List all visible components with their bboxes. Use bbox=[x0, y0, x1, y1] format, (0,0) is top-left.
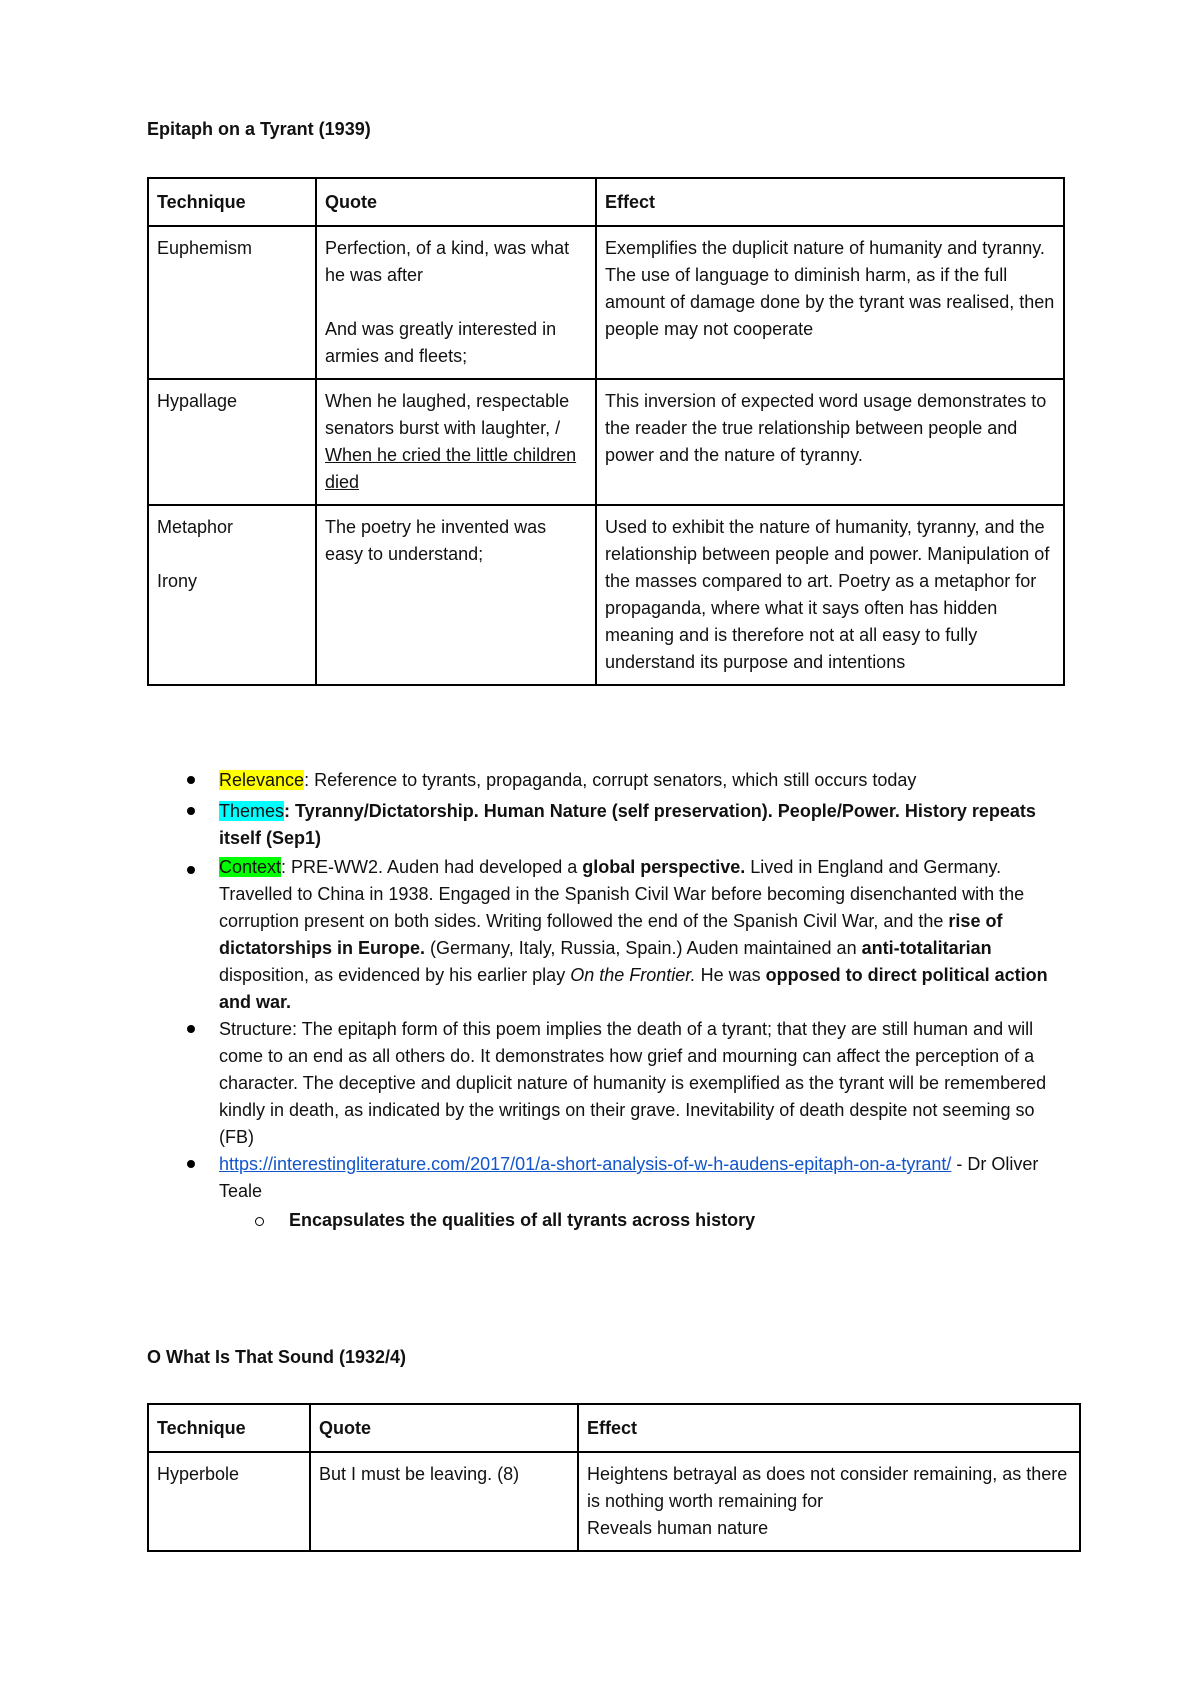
list-item bbox=[219, 854, 1069, 1016]
technique-line: Metaphor bbox=[157, 517, 234, 537]
list-item bbox=[219, 798, 1069, 852]
technique-cell: Euphemism bbox=[148, 226, 316, 379]
effect-cell: Used to exhibit the nature of humanity, tyranny, and the relationship between people and power. Manipulation of the masses compared to art. Poetry as a metaphor for propaganda, where what it says often has hidden meaning and is therefore not at all easy to fully understand its purpose and intentions bbox=[596, 505, 1064, 685]
bullet-icon bbox=[187, 866, 195, 874]
effect-line: Heightens betrayal as does not consider remaining, as there is nothing worth remaining for bbox=[587, 1464, 1068, 1511]
link-author: - Dr Oliver Teale bbox=[219, 1154, 1039, 1201]
table-header-row bbox=[148, 178, 1064, 226]
table-row bbox=[148, 1452, 1080, 1551]
context-label: Context bbox=[219, 857, 282, 877]
context-text: He was bbox=[695, 965, 766, 985]
technique-cell bbox=[148, 505, 316, 685]
header-technique: Technique bbox=[148, 1404, 310, 1452]
header-effect: Effect bbox=[578, 1404, 1080, 1452]
notes-list bbox=[219, 767, 1069, 1234]
table-row bbox=[148, 226, 1064, 379]
context-bold: anti-totalitarian bbox=[861, 938, 992, 958]
quote-cell: The poetry he invented was easy to understand; bbox=[316, 505, 596, 685]
context-text: : PRE-WW2. Auden had developed a bbox=[281, 857, 583, 877]
bullet-icon bbox=[187, 1025, 195, 1033]
effect-cell: This inversion of expected word usage demonstrates to the reader the true relationship between people and power and the nature of tyranny. bbox=[596, 379, 1064, 505]
table-row bbox=[148, 505, 1064, 685]
list-item bbox=[219, 767, 1069, 794]
quote-cell bbox=[316, 379, 596, 505]
hollow-bullet-icon bbox=[255, 1217, 264, 1226]
context-text: Lived in England and Germany. Travelled to China in 1938. Engaged in the Spanish Civil War before becoming disenchanted with the corruption present on both sides. Writing followed the end of the Spanish Civil War, and the bbox=[219, 857, 1025, 931]
context-italic: On the Frontier. bbox=[570, 965, 696, 985]
technique-cell: Hypallage bbox=[148, 379, 316, 505]
relevance-label: Relevance bbox=[219, 770, 305, 790]
bullet-icon bbox=[187, 776, 195, 784]
themes-label: Themes bbox=[219, 801, 285, 821]
effect-cell bbox=[578, 1452, 1080, 1551]
technique-line: Irony bbox=[157, 571, 198, 591]
effect-line: Reveals human nature bbox=[587, 1518, 769, 1538]
technique-cell: Hyperbole bbox=[148, 1452, 310, 1551]
context-bold: opposed to direct political action and war. bbox=[219, 965, 1048, 1012]
table-row bbox=[148, 379, 1064, 505]
quote-text: When he laughed, respectable senators burst with laughter, / bbox=[325, 391, 570, 438]
quote-cell bbox=[316, 226, 596, 379]
bullet-icon bbox=[187, 1160, 195, 1168]
header-quote: Quote bbox=[310, 1404, 578, 1452]
quote-line: Perfection, of a kind, was what he was after bbox=[325, 238, 570, 285]
section-title-epitaph: Epitaph on a Tyrant (1939) bbox=[147, 119, 371, 139]
structure-text: Structure: The epitaph form of this poem implies the death of a tyrant; that they are still human and will come to an end as all others do. It demonstrates how grief and mourning can affect the perception of a character. The deceptive and duplicit nature of humanity is exemplified as the tyrant will be remembered kindly in death, as indicated by the writings on their grave. Inevitability of death despite not seeming so (FB) bbox=[219, 1019, 1047, 1147]
epitaph-table bbox=[147, 177, 1065, 686]
quote-line: And was greatly interested in armies and fleets; bbox=[325, 319, 557, 366]
context-bold: global perspective. bbox=[582, 857, 746, 877]
quote-underlined: When he cried the little children died bbox=[325, 445, 577, 492]
source-link[interactable]: https://interestingliterature.com/2017/01/a-short-analysis-of-w-h-audens-epitaph-on-a-tyrant/ bbox=[219, 1154, 952, 1174]
list-item bbox=[219, 1151, 1069, 1234]
quote-cell: But I must be leaving. (8) bbox=[310, 1452, 578, 1551]
header-effect: Effect bbox=[596, 178, 1064, 226]
section-title-sound: O What Is That Sound (1932/4) bbox=[147, 1347, 407, 1367]
table-header-row bbox=[148, 1404, 1080, 1452]
list-item bbox=[219, 1016, 1069, 1151]
relevance-text: : Reference to tyrants, propaganda, corrupt senators, which still occurs today bbox=[304, 770, 917, 790]
sub-item-text: Encapsulates the qualities of all tyrants across history bbox=[289, 1210, 756, 1230]
context-bold: rise of dictatorships in Europe. bbox=[219, 911, 1003, 958]
bullet-icon bbox=[187, 807, 195, 815]
header-technique: Technique bbox=[148, 178, 316, 226]
effect-cell: Exemplifies the duplicit nature of humanity and tyranny. The use of language to diminish harm, as if the full amount of damage done by the tyrant was realised, then people may not cooperate bbox=[596, 226, 1064, 379]
context-text: disposition, as evidenced by his earlier play bbox=[219, 965, 571, 985]
sub-list-item bbox=[219, 1207, 1069, 1234]
context-text: (Germany, Italy, Russia, Spain.) Auden maintained an bbox=[425, 938, 862, 958]
sound-table bbox=[147, 1403, 1081, 1552]
header-quote: Quote bbox=[316, 178, 596, 226]
themes-text: : Tyranny/Dictatorship. Human Nature (self preservation). People/Power. History repeats itself (Sep1) bbox=[219, 801, 1036, 848]
